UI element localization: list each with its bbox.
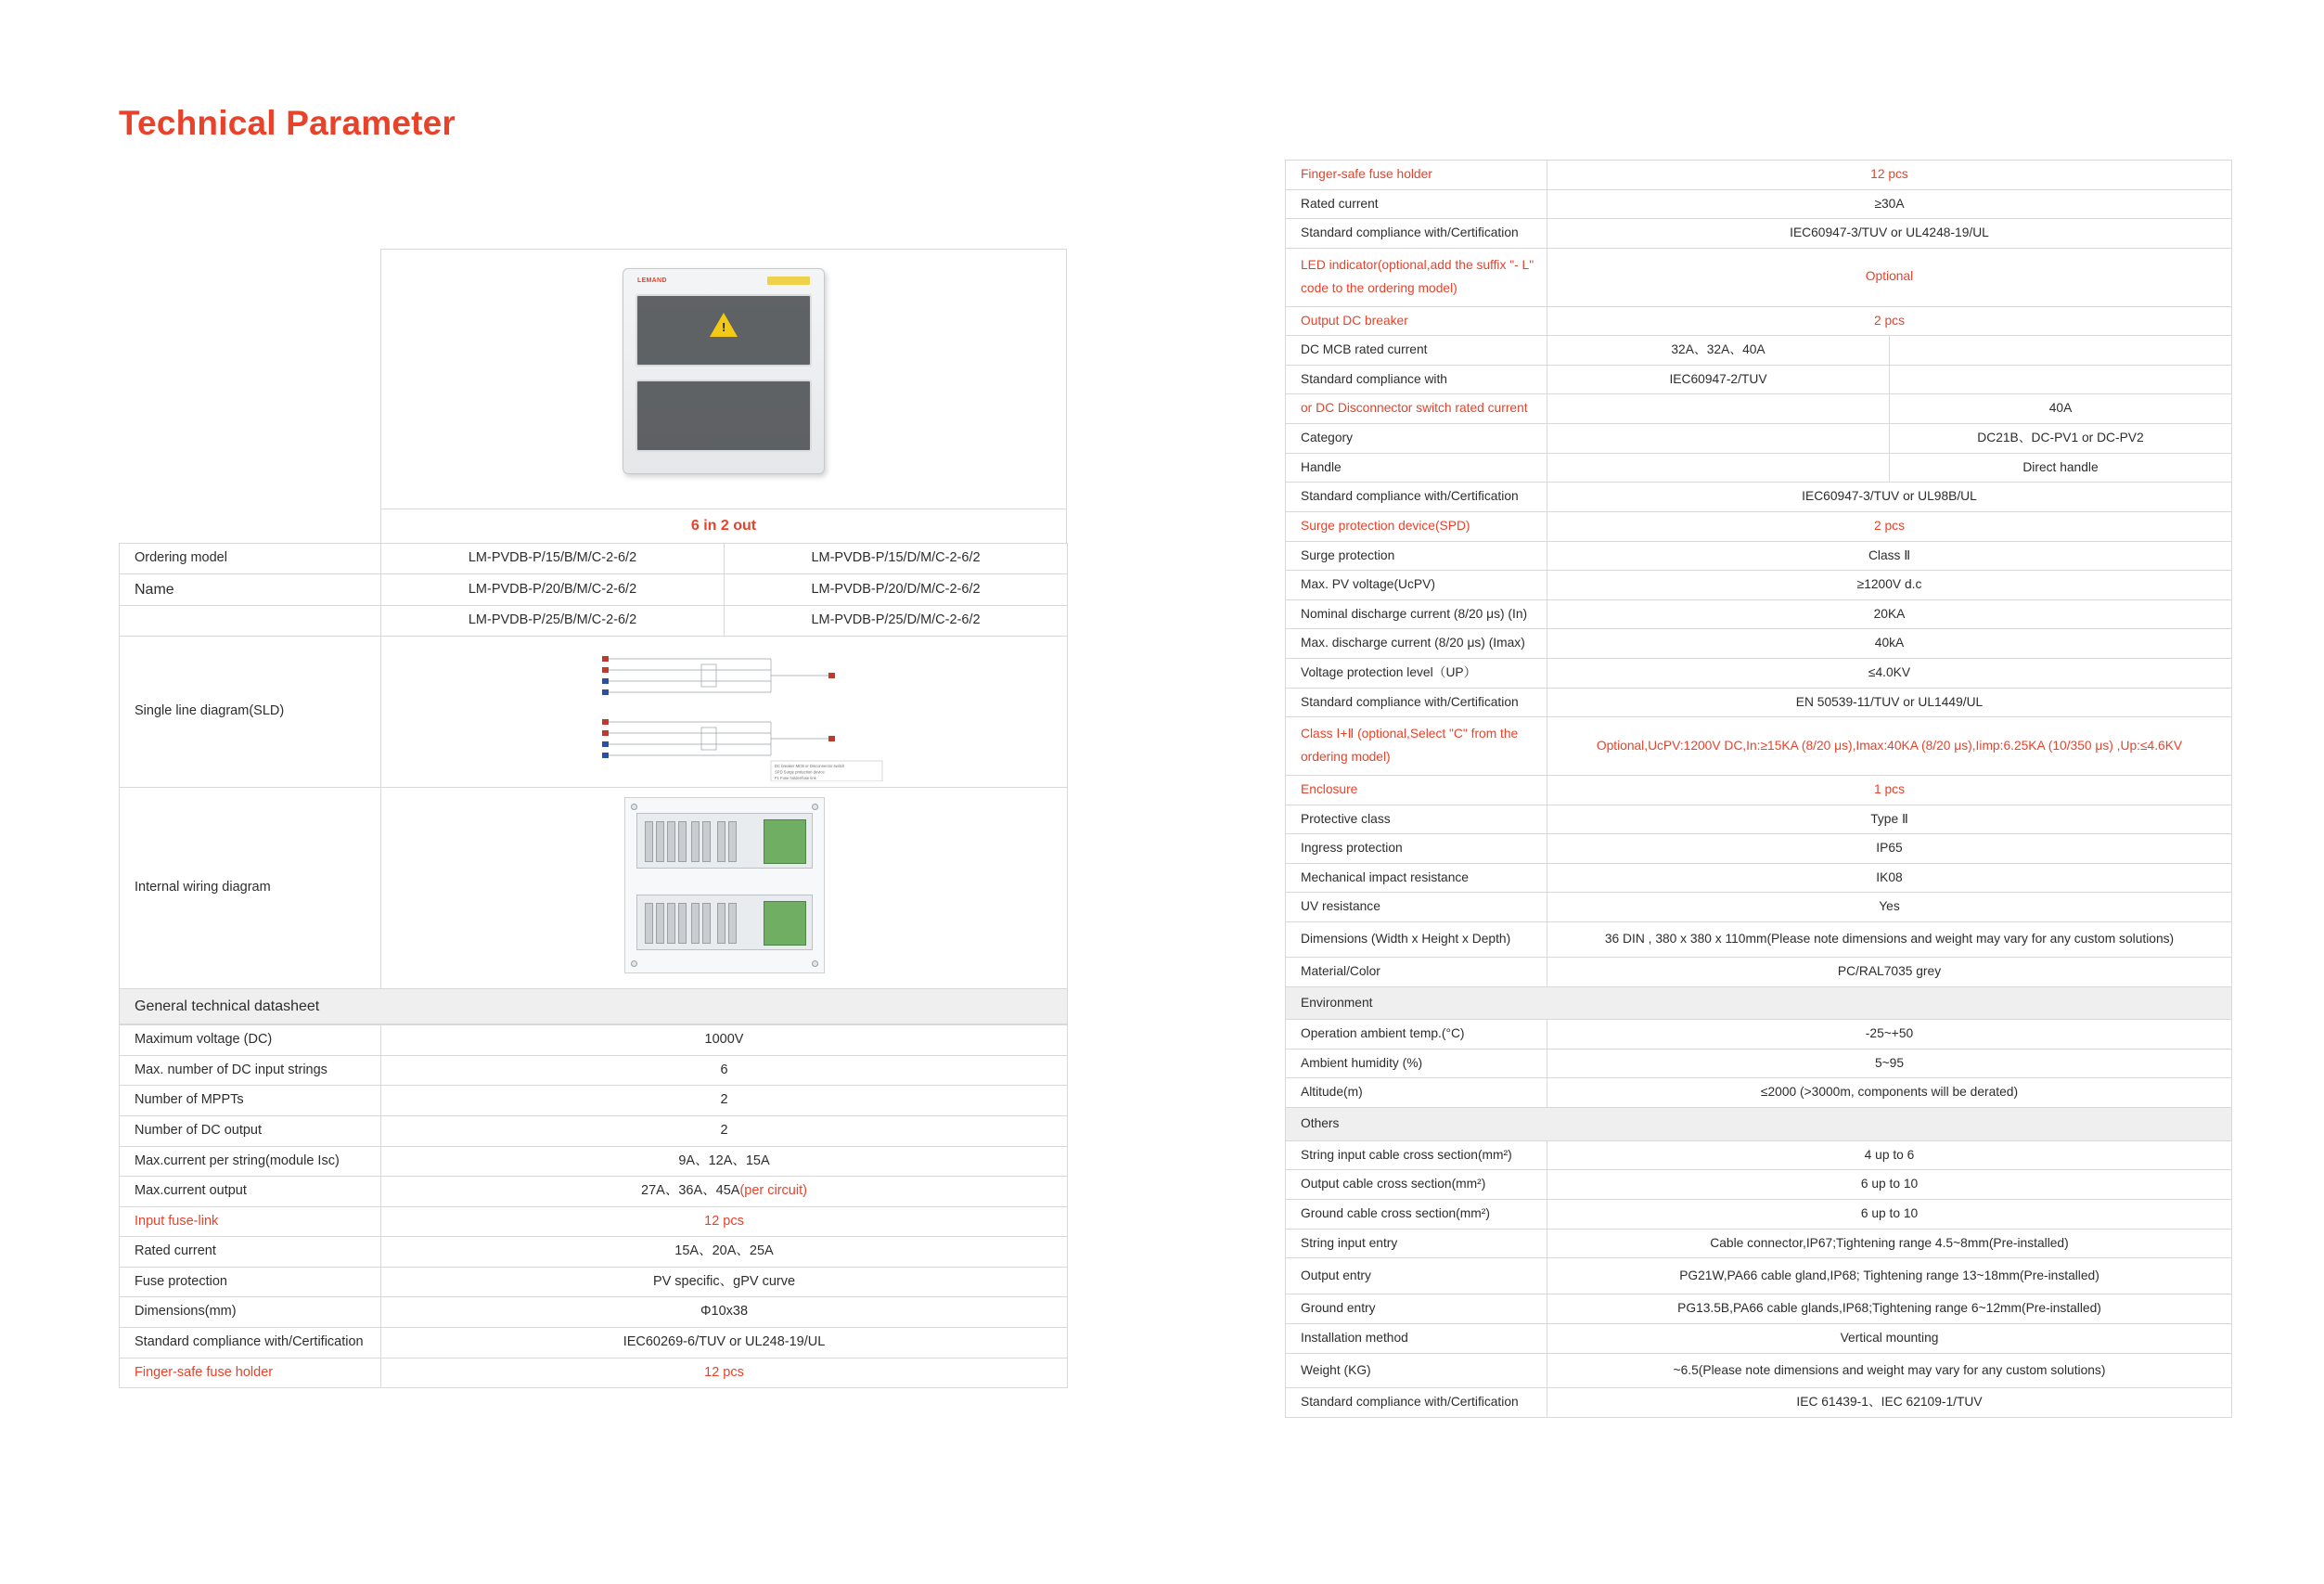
table-row <box>1286 1170 2232 1200</box>
table-row <box>1286 659 2232 689</box>
row-label: Standard compliance with/Certification <box>1286 483 1547 512</box>
row-label: Class Ⅰ+Ⅱ (optional,Select "C" from the ordering model) <box>1286 717 1547 776</box>
row-value: 2 pcs <box>1547 306 2232 336</box>
row-value: 9A、12A、15A <box>381 1146 1068 1177</box>
terminal <box>656 821 664 862</box>
row-value: ~6.5(Please note dimensions and weight may vary for any custom solutions) <box>1547 1353 2232 1388</box>
row-label: Finger-safe fuse holder <box>1286 161 1547 190</box>
section-row <box>1286 986 2232 1020</box>
ordering-model-label: Ordering model <box>120 544 381 574</box>
row-label: Fuse protection <box>120 1267 381 1297</box>
row-label: Maximum voltage (DC) <box>120 1025 381 1056</box>
terminal <box>717 903 725 944</box>
row-label: Nominal discharge current (8/20 μs) (In) <box>1286 599 1547 629</box>
row-label: Standard compliance with/Certification <box>120 1327 381 1358</box>
row-value: 1 pcs <box>1547 775 2232 805</box>
terminal <box>728 821 737 862</box>
general-datasheet-table <box>119 1024 1068 1388</box>
terminal <box>678 821 687 862</box>
row-label: Standard compliance with/Certification <box>1286 1388 1547 1418</box>
row-value: Type Ⅱ <box>1547 805 2232 834</box>
table-row <box>1286 571 2232 600</box>
product-image-panel <box>380 249 1067 509</box>
row-value: 4 up to 6 <box>1547 1140 2232 1170</box>
wiring-photo <box>624 797 825 973</box>
row-value: Optional,UcPV:1200V DC,In:≥15KA (8/20 μs),Imax:40KA (8/20 μs),Iimp:6.25KA (10/350 μs) ,Up:≤4.6KV <box>1547 717 2232 776</box>
row-label: Max. number of DC input strings <box>120 1055 381 1086</box>
row-label: Ambient humidity (%) <box>1286 1049 1547 1078</box>
table-row <box>120 1237 1068 1268</box>
table-row <box>1286 248 2232 306</box>
viewing-window-bottom <box>636 380 812 452</box>
terminal <box>645 821 653 862</box>
row-value: ≤4.0KV <box>1547 659 2232 689</box>
label-strip <box>767 277 810 285</box>
svg-text:SPD Surge protection device: SPD Surge protection device <box>774 769 825 775</box>
product-config-header: 6 in 2 out <box>380 509 1067 543</box>
row-label: Standard compliance with/Certification <box>1286 219 1547 249</box>
terminal <box>702 821 711 862</box>
table-row <box>1286 365 2232 394</box>
row-value: 20KA <box>1547 599 2232 629</box>
model-cell: LM-PVDB-P/20/B/M/C-2-6/2 <box>381 573 725 606</box>
terminal <box>702 903 711 944</box>
row-label: Output cable cross section(mm²) <box>1286 1170 1547 1200</box>
row-value: 12 pcs <box>1547 161 2232 190</box>
terminal <box>691 903 700 944</box>
row-value: Optional <box>1547 248 2232 306</box>
iwd-row <box>120 787 1068 988</box>
row-value: 6 up to 10 <box>1547 1199 2232 1229</box>
row-value: IP65 <box>1547 834 2232 864</box>
row-label: Output DC breaker <box>1286 306 1547 336</box>
row-label: Mechanical impact resistance <box>1286 863 1547 893</box>
output-terminal-block <box>764 901 806 946</box>
screw-icon <box>812 804 818 810</box>
table-row <box>120 606 1068 637</box>
row-value: IK08 <box>1547 863 2232 893</box>
row-label: or DC Disconnector switch rated current <box>1286 394 1547 424</box>
row-value-empty <box>1547 394 1890 424</box>
row-label: Enclosure <box>1286 775 1547 805</box>
table-row <box>1286 1078 2232 1108</box>
model-cell: LM-PVDB-P/15/B/M/C-2-6/2 <box>381 544 725 574</box>
terminal <box>656 903 664 944</box>
others-section-header: Others <box>1286 1108 2232 1141</box>
row-value <box>381 1177 1068 1207</box>
sld-row <box>120 636 1068 787</box>
row-label: Handle <box>1286 453 1547 483</box>
terminal <box>678 903 687 944</box>
model-cell: LM-PVDB-P/15/D/M/C-2-6/2 <box>725 544 1068 574</box>
warning-triangle-icon <box>710 313 738 337</box>
row-value: 2 <box>381 1086 1068 1116</box>
row-value-empty <box>1547 424 1890 454</box>
row-value: DC21B、DC-PV1 or DC-PV2 <box>1890 424 2232 454</box>
table-row <box>1286 453 2232 483</box>
row-value-empty <box>1890 365 2232 394</box>
row-label: LED indicator(optional,add the suffix "- L" code to the ordering model) <box>1286 248 1547 306</box>
row-value: PC/RAL7035 grey <box>1547 957 2232 986</box>
row-label: Protective class <box>1286 805 1547 834</box>
section-row <box>1286 1108 2232 1141</box>
table-row <box>120 1206 1068 1237</box>
row-value: 2 <box>381 1116 1068 1147</box>
row-value: 12 pcs <box>381 1358 1068 1388</box>
row-value: -25~+50 <box>1547 1020 2232 1050</box>
table-row <box>1286 893 2232 922</box>
screw-icon <box>631 804 637 810</box>
row-value: 12 pcs <box>381 1206 1068 1237</box>
row-value: 40kA <box>1547 629 2232 659</box>
table-row <box>1286 161 2232 190</box>
table-row <box>1286 394 2232 424</box>
right-column <box>1285 160 2231 1418</box>
row-value: Direct handle <box>1890 453 2232 483</box>
general-section-header: General technical datasheet <box>120 988 1068 1024</box>
row-label: Input fuse-link <box>120 1206 381 1237</box>
row-value: Yes <box>1547 893 2232 922</box>
environment-section-header: Environment <box>1286 986 2232 1020</box>
table-row <box>1286 1323 2232 1353</box>
row-label: Voltage protection level（UP） <box>1286 659 1547 689</box>
row-value: 40A <box>1890 394 2232 424</box>
table-row <box>120 1267 1068 1297</box>
row-label: Material/Color <box>1286 957 1547 986</box>
table-row <box>120 1025 1068 1056</box>
terminal <box>691 821 700 862</box>
row-value: 5~95 <box>1547 1049 2232 1078</box>
row-label: Number of DC output <box>120 1116 381 1147</box>
row-label: Weight (KG) <box>1286 1353 1547 1388</box>
table-row <box>120 1055 1068 1086</box>
svg-text:F1 Fuse holder/fuse link: F1 Fuse holder/fuse link <box>774 775 816 780</box>
row-label: Number of MPPTs <box>120 1086 381 1116</box>
value-suffix: (per circuit) <box>739 1183 807 1199</box>
table-row <box>1286 189 2232 219</box>
row-value: IEC60947-3/TUV or UL98B/UL <box>1547 483 2232 512</box>
table-row <box>1286 1388 2232 1418</box>
row-label: Rated current <box>1286 189 1547 219</box>
row-value: 6 up to 10 <box>1547 1170 2232 1200</box>
table-row <box>1286 483 2232 512</box>
row-value: 6 <box>381 1055 1068 1086</box>
row-label: Installation method <box>1286 1323 1547 1353</box>
svg-text:DC breaker MCB or Disconnecto: DC breaker MCB or Disconnector switch <box>774 763 844 768</box>
table-row <box>1286 805 2232 834</box>
row-label: Standard compliance with/Certification <box>1286 688 1547 717</box>
row-label: Finger-safe fuse holder <box>120 1358 381 1388</box>
table-row <box>120 1327 1068 1358</box>
value-text: 27A、36A、45A <box>641 1183 740 1199</box>
table-row <box>1286 541 2232 571</box>
table-row <box>120 544 1068 574</box>
single-line-diagram <box>387 642 1061 781</box>
terminal <box>667 903 675 944</box>
table-row <box>1286 1140 2232 1170</box>
row-label: Max. PV voltage(UcPV) <box>1286 571 1547 600</box>
table-row <box>1286 424 2232 454</box>
terminal <box>667 821 675 862</box>
table-row <box>1286 1353 2232 1388</box>
output-terminal-block <box>764 819 806 864</box>
table-row <box>1286 599 2232 629</box>
row-label: Max.current per string(module Isc) <box>120 1146 381 1177</box>
name-label: Name <box>120 573 381 606</box>
table-row <box>1286 688 2232 717</box>
model-cell: LM-PVDB-P/20/D/M/C-2-6/2 <box>725 573 1068 606</box>
model-cell: LM-PVDB-P/25/B/M/C-2-6/2 <box>381 606 725 637</box>
table-row <box>1286 775 2232 805</box>
row-label: Max. discharge current (8/20 μs) (Imax) <box>1286 629 1547 659</box>
table-row <box>120 1177 1068 1207</box>
row-value: ≥1200V d.c <box>1547 571 2232 600</box>
row-value: PG21W,PA66 cable gland,IP68; Tightening range 13~18mm(Pre-installed) <box>1547 1258 2232 1294</box>
row-label: Standard compliance with <box>1286 365 1547 394</box>
terminal <box>645 903 653 944</box>
product-photo <box>623 268 825 474</box>
table-row <box>120 1297 1068 1328</box>
terminal <box>717 821 725 862</box>
row-value: 15A、20A、25A <box>381 1237 1068 1268</box>
row-label: Surge protection device(SPD) <box>1286 511 1547 541</box>
table-row <box>1286 863 2232 893</box>
row-label: String input cable cross section(mm²) <box>1286 1140 1547 1170</box>
row-value: IEC60947-3/TUV or UL4248-19/UL <box>1547 219 2232 249</box>
row-label: Dimensions(mm) <box>120 1297 381 1328</box>
row-label: String input entry <box>1286 1229 1547 1258</box>
row-value: EN 50539-11/TUV or UL1449/UL <box>1547 688 2232 717</box>
table-row <box>1286 1294 2232 1324</box>
row-value: PV specific、gPV curve <box>381 1267 1068 1297</box>
sld-label: Single line diagram(SLD) <box>120 636 381 787</box>
internal-wiring-diagram <box>387 797 1061 983</box>
table-row <box>120 1116 1068 1147</box>
row-label: Surge protection <box>1286 541 1547 571</box>
sld-svg <box>465 642 984 781</box>
din-rail-row <box>636 813 813 869</box>
din-rail-row <box>636 895 813 950</box>
terminal <box>728 903 737 944</box>
table-row <box>120 1086 1068 1116</box>
table-row <box>1286 834 2232 864</box>
table-row <box>1286 1258 2232 1294</box>
spacer-cell <box>120 606 381 637</box>
internal-wiring-cell <box>381 787 1068 988</box>
row-value: Class Ⅱ <box>1547 541 2232 571</box>
table-row <box>1286 1020 2232 1050</box>
row-value: Φ10x38 <box>381 1297 1068 1328</box>
table-row <box>1286 629 2232 659</box>
row-label: Output entry <box>1286 1258 1547 1294</box>
row-label: Ingress protection <box>1286 834 1547 864</box>
internal-wiring-label: Internal wiring diagram <box>120 787 381 988</box>
row-label: Max.current output <box>120 1177 381 1207</box>
row-label: Operation ambient temp.(°C) <box>1286 1020 1547 1050</box>
page-title: Technical Parameter <box>119 104 456 142</box>
row-value: Vertical mounting <box>1547 1323 2232 1353</box>
row-value: 32A、32A、40A <box>1547 336 1890 366</box>
sld-diagram-cell <box>381 636 1068 787</box>
table-row <box>1286 511 2232 541</box>
screw-icon <box>631 960 637 967</box>
table-row <box>1286 219 2232 249</box>
row-value: PG13.5B,PA66 cable glands,IP68;Tightening range 6~12mm(Pre-installed) <box>1547 1294 2232 1324</box>
row-value: 36 DIN , 380 x 380 x 110mm(Please note dimensions and weight may vary for any custom solutions) <box>1547 922 2232 958</box>
model-cell: LM-PVDB-P/25/D/M/C-2-6/2 <box>725 606 1068 637</box>
row-value: IEC60269-6/TUV or UL248-19/UL <box>381 1327 1068 1358</box>
row-value: 2 pcs <box>1547 511 2232 541</box>
ordering-model-table <box>119 543 1068 1024</box>
screw-icon <box>812 960 818 967</box>
table-row <box>1286 306 2232 336</box>
brand-logo: LEMAND <box>637 277 667 284</box>
general-section-row <box>120 988 1068 1024</box>
row-value: ≥30A <box>1547 189 2232 219</box>
table-row <box>120 1358 1068 1388</box>
specifications-table <box>1285 160 2232 1418</box>
row-value: IEC60947-2/TUV <box>1547 365 1890 394</box>
table-row <box>1286 922 2232 958</box>
table-row <box>120 1146 1068 1177</box>
row-value: IEC 61439-1、IEC 62109-1/TUV <box>1547 1388 2232 1418</box>
table-row <box>1286 1199 2232 1229</box>
row-value: 1000V <box>381 1025 1068 1056</box>
table-row <box>1286 336 2232 366</box>
row-value: ≤2000 (>3000m, components will be derated) <box>1547 1078 2232 1108</box>
row-label: Ground entry <box>1286 1294 1547 1324</box>
row-value-empty <box>1547 453 1890 483</box>
row-value: Cable connector,IP67;Tightening range 4.5~8mm(Pre-installed) <box>1547 1229 2232 1258</box>
table-row <box>1286 1229 2232 1258</box>
table-row <box>120 573 1068 606</box>
row-label: Rated current <box>120 1237 381 1268</box>
row-label: Category <box>1286 424 1547 454</box>
row-label: DC MCB rated current <box>1286 336 1547 366</box>
row-value-empty <box>1890 336 2232 366</box>
table-row <box>1286 957 2232 986</box>
left-column <box>119 249 1067 1388</box>
table-row <box>1286 1049 2232 1078</box>
row-label: Dimensions (Width x Height x Depth) <box>1286 922 1547 958</box>
row-label: Altitude(m) <box>1286 1078 1547 1108</box>
table-row <box>1286 717 2232 776</box>
row-label: Ground cable cross section(mm²) <box>1286 1199 1547 1229</box>
row-label: UV resistance <box>1286 893 1547 922</box>
